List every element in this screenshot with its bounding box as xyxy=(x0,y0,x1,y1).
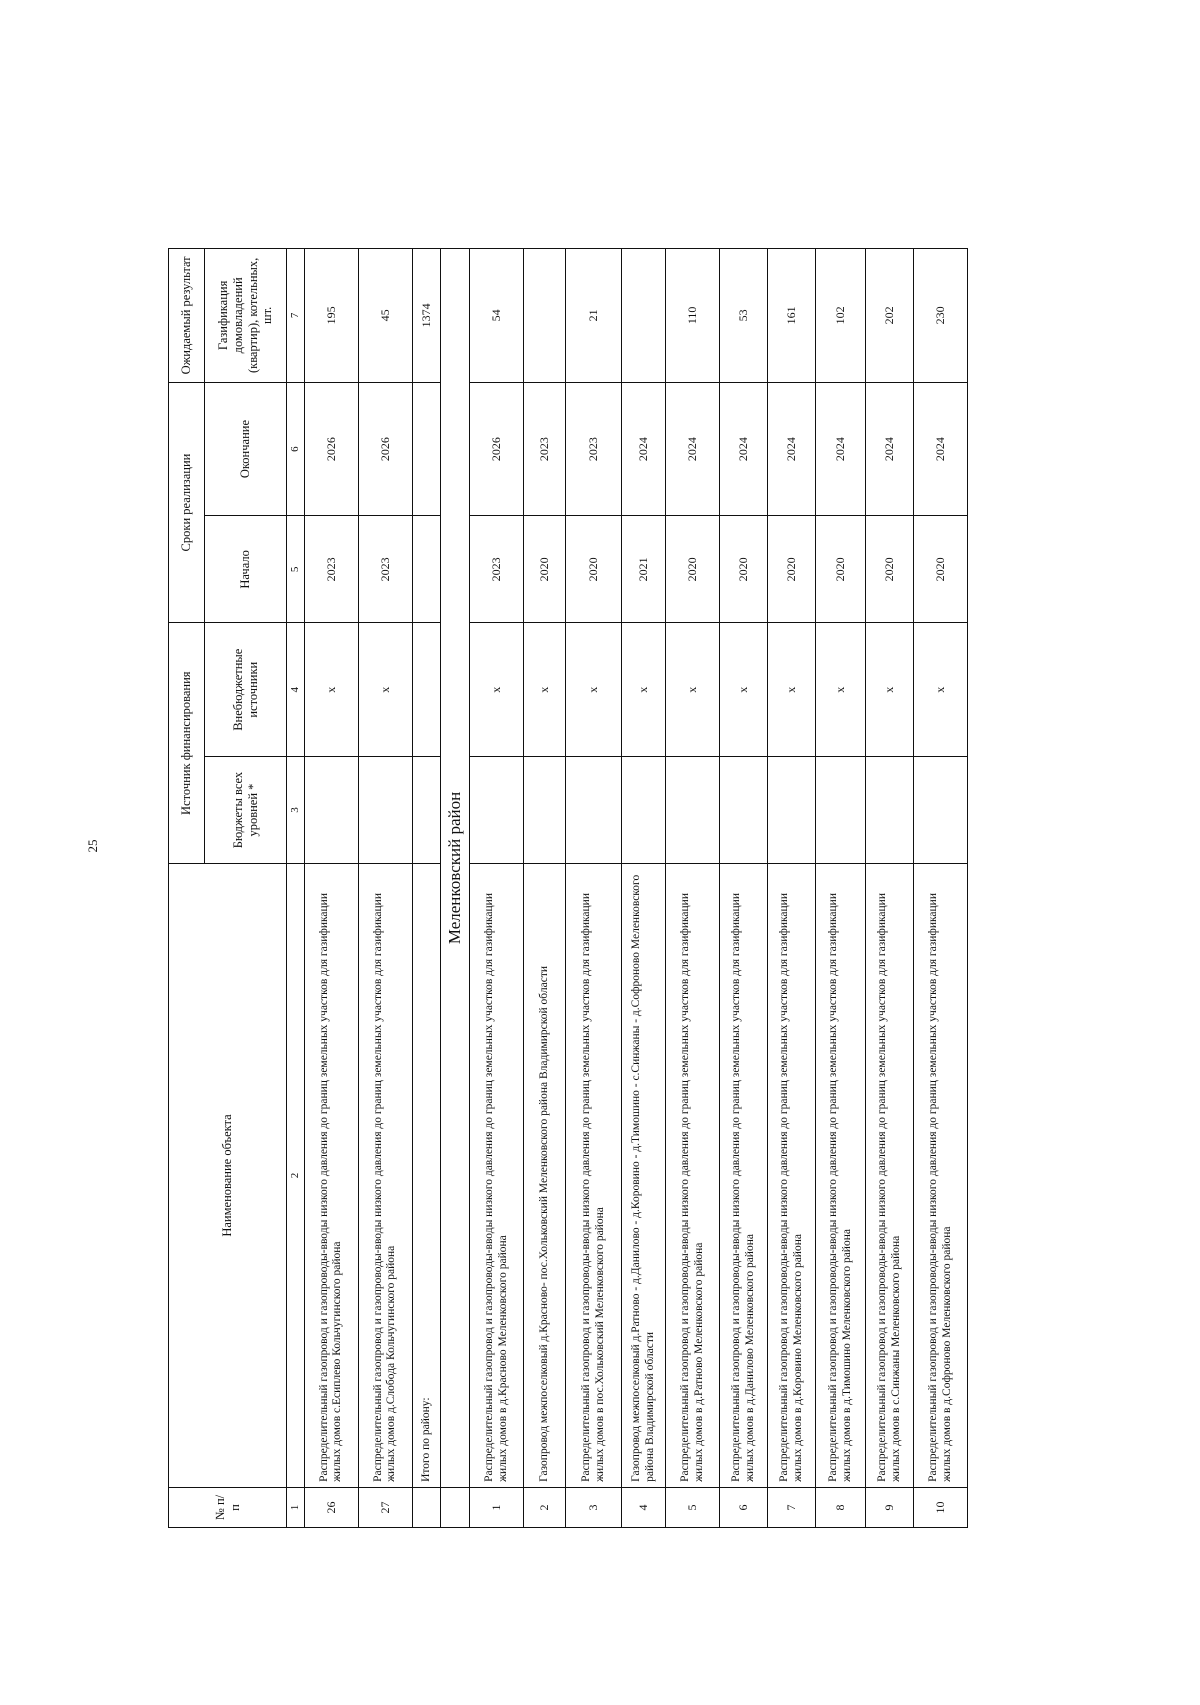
column-number: 1 xyxy=(287,1487,305,1527)
row-offbudget: x xyxy=(358,623,412,757)
row-end: 2024 xyxy=(816,382,866,516)
row-start: 2020 xyxy=(720,516,768,623)
column-number: 4 xyxy=(287,623,305,757)
column-number: 3 xyxy=(287,757,305,864)
table-row xyxy=(304,249,358,1528)
row-result: 230 xyxy=(914,249,968,383)
row-name: Распределительный газопровод и газопроводы-вводы низкого давления до границ земельных участков для газификации жилых домов в д.Данилово Меленковского района xyxy=(720,864,768,1488)
row-offbudget: x xyxy=(816,623,866,757)
row-budget xyxy=(816,757,866,864)
row-name: Распределительный газопровод и газопроводы-вводы низкого давления до границ земельных участков для газификации жилых домов в д.Ратново Меленковского района xyxy=(666,864,720,1488)
header-funding: Источник финансирования xyxy=(169,623,205,864)
table-row xyxy=(622,249,666,1528)
header-result: Ожидаемый результат xyxy=(169,249,205,383)
table-row xyxy=(914,249,968,1528)
row-num: 1 xyxy=(470,1487,524,1527)
column-number: 2 xyxy=(287,864,305,1488)
row-budget xyxy=(866,757,914,864)
row-offbudget: x xyxy=(566,623,622,757)
row-num: 27 xyxy=(358,1487,412,1527)
row-result: 45 xyxy=(358,249,412,383)
row-end: 2024 xyxy=(622,382,666,516)
row-start: 2020 xyxy=(866,516,914,623)
table-row xyxy=(358,249,412,1528)
row-result: 195 xyxy=(304,249,358,383)
row-start: 2020 xyxy=(666,516,720,623)
row-result xyxy=(622,249,666,383)
header-offbudget: Внебюджетные источники xyxy=(205,623,287,757)
row-budget xyxy=(524,757,566,864)
row-budget xyxy=(720,757,768,864)
row-result: 21 xyxy=(566,249,622,383)
row-budget xyxy=(666,757,720,864)
row-result: 102 xyxy=(816,249,866,383)
row-start: 2021 xyxy=(622,516,666,623)
row-end: 2024 xyxy=(666,382,720,516)
row-end: 2023 xyxy=(524,382,566,516)
row-result xyxy=(524,249,566,383)
column-number: 7 xyxy=(287,249,305,383)
header-num: № п/п xyxy=(169,1487,287,1527)
total-result: 1374 xyxy=(412,249,440,383)
row-num: 8 xyxy=(816,1487,866,1527)
table-container xyxy=(168,248,1113,1528)
row-offbudget: x xyxy=(866,623,914,757)
column-number: 6 xyxy=(287,382,305,516)
table-row xyxy=(866,249,914,1528)
row-num: 6 xyxy=(720,1487,768,1527)
row-budget xyxy=(358,757,412,864)
row-start: 2020 xyxy=(914,516,968,623)
row-name: Распределительный газопровод и газопроводы-вводы низкого давления до границ земельных участков для газификации жилых домов в д.Красново Меленковского района xyxy=(470,864,524,1488)
row-num: 10 xyxy=(914,1487,968,1527)
row-budget xyxy=(566,757,622,864)
page-number: 25 xyxy=(85,839,100,853)
row-end: 2026 xyxy=(470,382,524,516)
header-name: Наименование объекта xyxy=(169,864,287,1488)
column-numbers-row xyxy=(287,249,305,1528)
row-name: Газопровод межпоселковый д.Ратново - д.Данилово - д.Коровино - д.Тимошино - с.Синжаны - д.Софроново Меленковского района Владимирской области xyxy=(622,864,666,1488)
row-offbudget: x xyxy=(914,623,968,757)
header-end: Окончание xyxy=(205,382,287,516)
row-budget xyxy=(622,757,666,864)
table-row xyxy=(720,249,768,1528)
table-row xyxy=(666,249,720,1528)
total-label: Итого по району: xyxy=(412,864,440,1488)
table-row xyxy=(768,249,816,1528)
row-offbudget: x xyxy=(666,623,720,757)
row-end: 2024 xyxy=(914,382,968,516)
table-row xyxy=(566,249,622,1528)
row-end: 2026 xyxy=(358,382,412,516)
total-row xyxy=(412,249,440,1528)
table-row xyxy=(470,249,524,1528)
row-offbudget: x xyxy=(524,623,566,757)
row-budget xyxy=(470,757,524,864)
header-start: Начало xyxy=(205,516,287,623)
row-budget xyxy=(304,757,358,864)
row-start: 2023 xyxy=(358,516,412,623)
row-budget xyxy=(768,757,816,864)
row-num: 26 xyxy=(304,1487,358,1527)
row-start: 2020 xyxy=(768,516,816,623)
row-result: 110 xyxy=(666,249,720,383)
row-result: 53 xyxy=(720,249,768,383)
row-name: Распределительный газопровод и газопроводы-вводы низкого давления до границ земельных участков для газификации жилых домов д.Слобода Кольчугинского района xyxy=(358,864,412,1488)
district-title: Меленковский район xyxy=(440,249,469,1488)
row-offbudget: x xyxy=(720,623,768,757)
row-result: 161 xyxy=(768,249,816,383)
row-end: 2024 xyxy=(768,382,816,516)
row-num: 3 xyxy=(566,1487,622,1527)
row-num: 5 xyxy=(666,1487,720,1527)
row-start: 2020 xyxy=(524,516,566,623)
row-name: Распределительный газопровод и газопроводы-вводы низкого давления до границ земельных участков для газификации жилых домов в д.Софроново Меленковского района xyxy=(914,864,968,1488)
row-result: 202 xyxy=(866,249,914,383)
row-end: 2024 xyxy=(866,382,914,516)
row-num: 4 xyxy=(622,1487,666,1527)
row-num: 7 xyxy=(768,1487,816,1527)
row-end: 2026 xyxy=(304,382,358,516)
header-terms: Сроки реализации xyxy=(169,382,205,623)
table-row xyxy=(816,249,866,1528)
program-table xyxy=(168,248,968,1528)
row-budget xyxy=(914,757,968,864)
rotated-table-wrapper xyxy=(168,248,1113,1528)
row-num: 9 xyxy=(866,1487,914,1527)
row-end: 2023 xyxy=(566,382,622,516)
row-start: 2023 xyxy=(304,516,358,623)
district-row xyxy=(440,249,469,1528)
row-name: Распределительный газопровод и газопроводы-вводы низкого давления до границ земельных участков для газификации жилых домов в д.Тимошино Меленковского района xyxy=(816,864,866,1488)
row-offbudget: x xyxy=(304,623,358,757)
header-budgets: Бюджеты всех уровней * xyxy=(205,757,287,864)
row-name: Распределительный газопровод и газопроводы-вводы низкого давления до границ земельных участков для газификации жилых домов в д.Коровино Меленковского района xyxy=(768,864,816,1488)
row-name: Распределительный газопровод и газопроводы-вводы низкого давления до границ земельных участков для газификации жилых домов в с.Синжаны Меленковского района xyxy=(866,864,914,1488)
header-result-sub: Газификация домовладений (квартир), котельных, шт. xyxy=(205,249,287,383)
row-end: 2024 xyxy=(720,382,768,516)
row-num: 2 xyxy=(524,1487,566,1527)
row-start: 2020 xyxy=(566,516,622,623)
row-result: 54 xyxy=(470,249,524,383)
row-start: 2020 xyxy=(816,516,866,623)
row-offbudget: x xyxy=(768,623,816,757)
row-name: Газопровод межпоселковый д.Красново- пос.Хольковский Меленковского района Владимирской области xyxy=(524,864,566,1488)
row-offbudget: x xyxy=(622,623,666,757)
table-row xyxy=(524,249,566,1528)
row-offbudget: x xyxy=(470,623,524,757)
row-name: Распределительный газопровод и газопроводы-вводы низкого давления до границ земельных участков для газификации жилых домов с.Есиплево Кольчугинского района xyxy=(304,864,358,1488)
column-number: 5 xyxy=(287,516,305,623)
row-start: 2023 xyxy=(470,516,524,623)
row-name: Распределительный газопровод и газопроводы-вводы низкого давления до границ земельных участков для газификации жилых домов в пос.Хольковский Меленковского района xyxy=(566,864,622,1488)
